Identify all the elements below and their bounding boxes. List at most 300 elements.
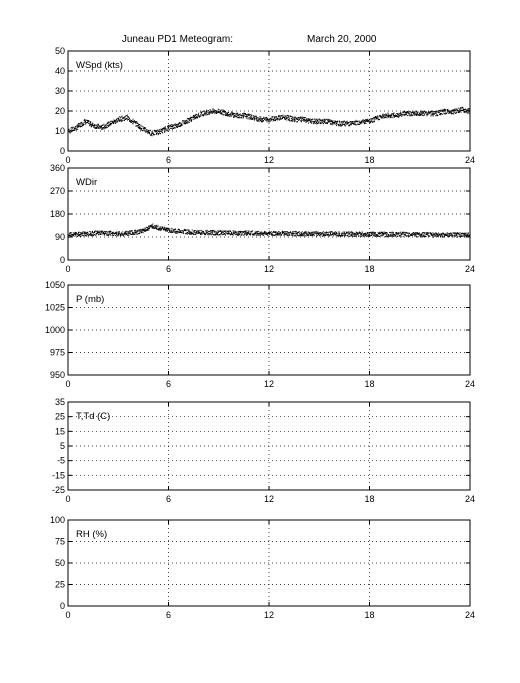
data-point	[365, 233, 366, 234]
data-point	[136, 125, 137, 126]
x-tick-label: 24	[464, 494, 476, 504]
data-point	[105, 233, 106, 234]
data-point	[111, 123, 112, 124]
data-point	[414, 112, 415, 113]
data-point	[314, 235, 315, 236]
data-point	[165, 231, 166, 232]
data-point	[120, 120, 121, 121]
data-point	[87, 234, 88, 235]
data-point	[356, 235, 357, 236]
y-tick-label: 270	[49, 186, 65, 196]
data-point	[406, 236, 407, 237]
data-point	[336, 233, 337, 234]
data-point	[102, 231, 103, 232]
data-point	[356, 120, 357, 121]
data-point	[332, 120, 333, 121]
data-point	[374, 117, 375, 118]
data-point	[397, 113, 398, 114]
data-point	[445, 111, 446, 112]
data-point	[199, 232, 200, 233]
data-point	[210, 230, 211, 231]
data-point	[122, 116, 123, 117]
data-point	[78, 235, 79, 236]
data-point	[423, 235, 424, 236]
data-point	[214, 111, 215, 112]
data-point	[303, 233, 304, 234]
data-point	[253, 233, 254, 234]
data-point	[416, 111, 417, 112]
data-point	[428, 114, 429, 115]
data-point	[387, 117, 388, 118]
data-point	[388, 115, 389, 116]
data-point	[289, 232, 290, 233]
data-point	[96, 125, 97, 126]
data-point	[193, 231, 194, 232]
data-point	[228, 114, 229, 115]
data-point	[235, 232, 236, 233]
data-point	[357, 121, 358, 122]
data-point	[231, 232, 232, 233]
data-point	[260, 232, 261, 233]
data-point	[315, 123, 316, 124]
data-point	[227, 113, 228, 114]
data-point	[366, 120, 367, 121]
data-point	[343, 232, 344, 233]
data-point	[429, 236, 430, 237]
x-tick-label: 0	[65, 494, 71, 504]
data-point	[99, 232, 100, 233]
data-point	[143, 232, 144, 233]
data-point	[131, 230, 132, 231]
data-point	[158, 134, 159, 135]
data-point	[211, 230, 212, 231]
data-point	[82, 233, 83, 234]
data-point	[181, 232, 182, 233]
data-point	[243, 232, 244, 233]
data-point	[283, 232, 284, 233]
data-point	[73, 127, 74, 128]
data-point	[253, 115, 254, 116]
data-point	[192, 230, 193, 231]
data-point	[103, 124, 104, 125]
x-tick-label: 18	[364, 610, 375, 620]
data-point	[451, 113, 452, 114]
data-point	[141, 126, 142, 127]
data-point	[427, 232, 428, 233]
data-point	[121, 232, 122, 233]
data-point	[469, 113, 470, 114]
data-point	[346, 123, 347, 124]
x-tick-label: 0	[65, 264, 71, 274]
data-point	[102, 129, 103, 130]
data-point	[470, 234, 471, 235]
data-point	[310, 235, 311, 236]
data-point	[331, 124, 332, 125]
data-point	[459, 109, 460, 110]
data-point	[283, 232, 284, 233]
data-point	[205, 230, 206, 231]
data-point	[132, 230, 133, 231]
data-point	[368, 121, 369, 122]
data-point	[453, 113, 454, 114]
data-point	[431, 234, 432, 235]
data-point	[339, 122, 340, 123]
data-point	[170, 232, 171, 233]
data-point	[125, 231, 126, 232]
data-point	[371, 235, 372, 236]
data-point	[273, 120, 274, 121]
data-point	[91, 234, 92, 235]
data-point	[139, 126, 140, 127]
data-point	[116, 122, 117, 123]
data-point	[342, 121, 343, 122]
data-point	[365, 123, 366, 124]
data-point	[393, 232, 394, 233]
data-point	[382, 117, 383, 118]
data-point	[262, 121, 263, 122]
data-point	[96, 231, 97, 232]
data-point	[426, 111, 427, 112]
data-point	[302, 235, 303, 236]
data-point	[99, 234, 100, 235]
data-point	[247, 116, 248, 117]
data-point	[315, 120, 316, 121]
data-point	[371, 118, 372, 119]
data-point	[423, 112, 424, 113]
data-point	[223, 231, 224, 232]
data-point	[291, 120, 292, 121]
data-point	[465, 233, 466, 234]
data-point	[453, 111, 454, 112]
data-point	[125, 234, 126, 235]
data-point	[400, 235, 401, 236]
data-point	[297, 119, 298, 120]
data-point	[416, 236, 417, 237]
data-point	[255, 233, 256, 234]
data-point	[97, 124, 98, 125]
data-point	[388, 234, 389, 235]
data-point	[417, 111, 418, 112]
data-point	[85, 121, 86, 122]
data-point	[283, 117, 284, 118]
data-point	[243, 116, 244, 117]
data-point	[221, 233, 222, 234]
data-point	[242, 233, 243, 234]
data-point	[282, 118, 283, 119]
data-point	[468, 109, 469, 110]
data-point	[187, 234, 188, 235]
data-point	[279, 116, 280, 117]
x-tick-label: 6	[165, 264, 172, 274]
data-point	[178, 231, 179, 232]
data-point	[139, 127, 140, 128]
data-point	[422, 115, 423, 116]
data-point	[320, 119, 321, 120]
data-point	[171, 124, 172, 125]
data-point	[258, 120, 259, 121]
data-point	[375, 232, 376, 233]
x-tick-label: 24	[464, 264, 476, 274]
data-point	[81, 122, 82, 123]
data-point	[369, 121, 370, 122]
data-point	[327, 232, 328, 233]
data-point	[245, 231, 246, 232]
panel-label: RH (%)	[76, 529, 108, 540]
data-point	[87, 232, 88, 233]
data-point	[390, 117, 391, 118]
x-tick-label: 24	[464, 155, 476, 165]
data-point	[137, 230, 138, 231]
data-point	[454, 109, 455, 110]
data-point	[234, 113, 235, 114]
data-point	[183, 232, 184, 233]
data-point	[91, 126, 92, 127]
data-point	[299, 231, 300, 232]
data-point	[139, 232, 140, 233]
data-point	[203, 115, 204, 116]
data-point	[192, 116, 193, 117]
data-point	[214, 234, 215, 235]
data-point	[301, 120, 302, 121]
data-point	[355, 123, 356, 124]
data-point	[148, 131, 149, 132]
data-point	[419, 234, 420, 235]
data-point	[149, 228, 150, 229]
data-point	[283, 234, 284, 235]
data-point	[434, 114, 435, 115]
data-point	[447, 111, 448, 112]
data-point	[304, 233, 305, 234]
data-point	[289, 118, 290, 119]
data-point	[443, 110, 444, 111]
data-point	[148, 228, 149, 229]
data-point	[107, 235, 108, 236]
data-point	[261, 231, 262, 232]
data-point	[91, 125, 92, 126]
y-tick-label: 50	[54, 558, 65, 568]
data-point	[164, 131, 165, 132]
data-point	[294, 117, 295, 118]
data-point	[138, 125, 139, 126]
data-point	[103, 233, 104, 234]
data-point	[138, 127, 139, 128]
data-point	[440, 114, 441, 115]
data-point	[349, 233, 350, 234]
data-point	[320, 232, 321, 233]
data-point	[301, 232, 302, 233]
data-point	[189, 122, 190, 123]
data-point	[149, 227, 150, 228]
data-point	[263, 235, 264, 236]
data-point	[190, 233, 191, 234]
data-point	[328, 119, 329, 120]
data-point	[177, 232, 178, 233]
data-point	[212, 234, 213, 235]
data-point	[250, 233, 251, 234]
data-point	[143, 129, 144, 130]
data-point	[433, 113, 434, 114]
data-point	[104, 234, 105, 235]
data-point	[309, 120, 310, 121]
data-point	[145, 227, 146, 228]
data-point	[88, 121, 89, 122]
data-point	[200, 230, 201, 231]
data-point	[78, 125, 79, 126]
data-point	[362, 231, 363, 232]
data-point	[443, 111, 444, 112]
data-point	[251, 115, 252, 116]
data-point	[387, 236, 388, 237]
data-point	[80, 122, 81, 123]
data-point	[271, 231, 272, 232]
data-point	[248, 230, 249, 231]
data-point	[238, 115, 239, 116]
data-point	[238, 232, 239, 233]
data-point	[424, 232, 425, 233]
data-point	[107, 127, 108, 128]
data-point	[315, 119, 316, 120]
data-point	[99, 128, 100, 129]
data-point	[305, 235, 306, 236]
data-point	[300, 235, 301, 236]
data-point	[422, 232, 423, 233]
data-point	[79, 125, 80, 126]
data-point	[454, 235, 455, 236]
data-point	[455, 110, 456, 111]
data-point	[259, 234, 260, 235]
data-point	[129, 231, 130, 232]
data-point	[167, 129, 168, 130]
data-point	[358, 234, 359, 235]
data-point	[319, 232, 320, 233]
data-point	[374, 121, 375, 122]
data-point	[363, 234, 364, 235]
data-point	[395, 236, 396, 237]
data-point	[238, 114, 239, 115]
data-point	[433, 234, 434, 235]
data-point	[421, 235, 422, 236]
data-point	[316, 122, 317, 123]
data-point	[115, 123, 116, 124]
data-point	[242, 113, 243, 114]
data-point	[428, 233, 429, 234]
data-point	[391, 115, 392, 116]
data-point	[243, 117, 244, 118]
data-point	[433, 111, 434, 112]
data-point	[239, 117, 240, 118]
data-point	[379, 234, 380, 235]
data-point	[156, 225, 157, 226]
data-point	[104, 233, 105, 234]
data-point	[316, 231, 317, 232]
data-point	[171, 230, 172, 231]
data-point	[366, 234, 367, 235]
data-point	[424, 114, 425, 115]
data-point	[401, 116, 402, 117]
data-point	[250, 116, 251, 117]
data-point	[79, 124, 80, 125]
data-point	[69, 234, 70, 235]
data-point	[275, 233, 276, 234]
data-point	[314, 231, 315, 232]
panel-label: WSpd (kts)	[76, 60, 123, 71]
data-point	[408, 234, 409, 235]
data-point	[83, 122, 84, 123]
data-point	[119, 116, 120, 117]
data-point	[404, 234, 405, 235]
data-point	[379, 236, 380, 237]
data-point	[392, 117, 393, 118]
data-point	[262, 119, 263, 120]
data-point	[389, 115, 390, 116]
data-point	[243, 114, 244, 115]
data-point	[110, 121, 111, 122]
data-point	[189, 234, 190, 235]
data-point	[259, 119, 260, 120]
data-point	[79, 235, 80, 236]
data-point	[83, 235, 84, 236]
data-point	[295, 120, 296, 121]
data-point	[456, 235, 457, 236]
data-point	[247, 233, 248, 234]
y-tick-label: 90	[54, 232, 65, 242]
data-point	[158, 228, 159, 229]
data-point	[220, 234, 221, 235]
data-point	[444, 234, 445, 235]
data-point	[397, 114, 398, 115]
data-point	[408, 113, 409, 114]
data-point	[436, 114, 437, 115]
data-point	[115, 120, 116, 121]
data-point	[387, 232, 388, 233]
data-point	[233, 113, 234, 114]
data-point	[409, 236, 410, 237]
data-point	[254, 120, 255, 121]
y-tick-label: 30	[54, 86, 65, 96]
data-point	[348, 233, 349, 234]
data-point	[132, 119, 133, 120]
data-point	[154, 226, 155, 227]
data-point	[337, 235, 338, 236]
data-point	[450, 111, 451, 112]
data-point	[205, 233, 206, 234]
panel-5	[50, 515, 475, 620]
data-point	[184, 230, 185, 231]
data-point	[89, 125, 90, 126]
data-point	[444, 113, 445, 114]
data-point	[140, 231, 141, 232]
data-point	[259, 116, 260, 117]
x-tick-label: 6	[165, 494, 172, 504]
data-point	[394, 113, 395, 114]
data-point	[397, 236, 398, 237]
data-point	[299, 235, 300, 236]
data-point	[421, 236, 422, 237]
data-point	[76, 234, 77, 235]
data-point	[131, 120, 132, 121]
data-point	[277, 233, 278, 234]
data-point	[287, 233, 288, 234]
data-point	[329, 235, 330, 236]
data-point	[308, 234, 309, 235]
data-point	[312, 119, 313, 120]
data-point	[308, 232, 309, 233]
data-point	[147, 229, 148, 230]
data-point	[454, 111, 455, 112]
data-point	[154, 134, 155, 135]
data-point	[185, 121, 186, 122]
data-point	[413, 112, 414, 113]
